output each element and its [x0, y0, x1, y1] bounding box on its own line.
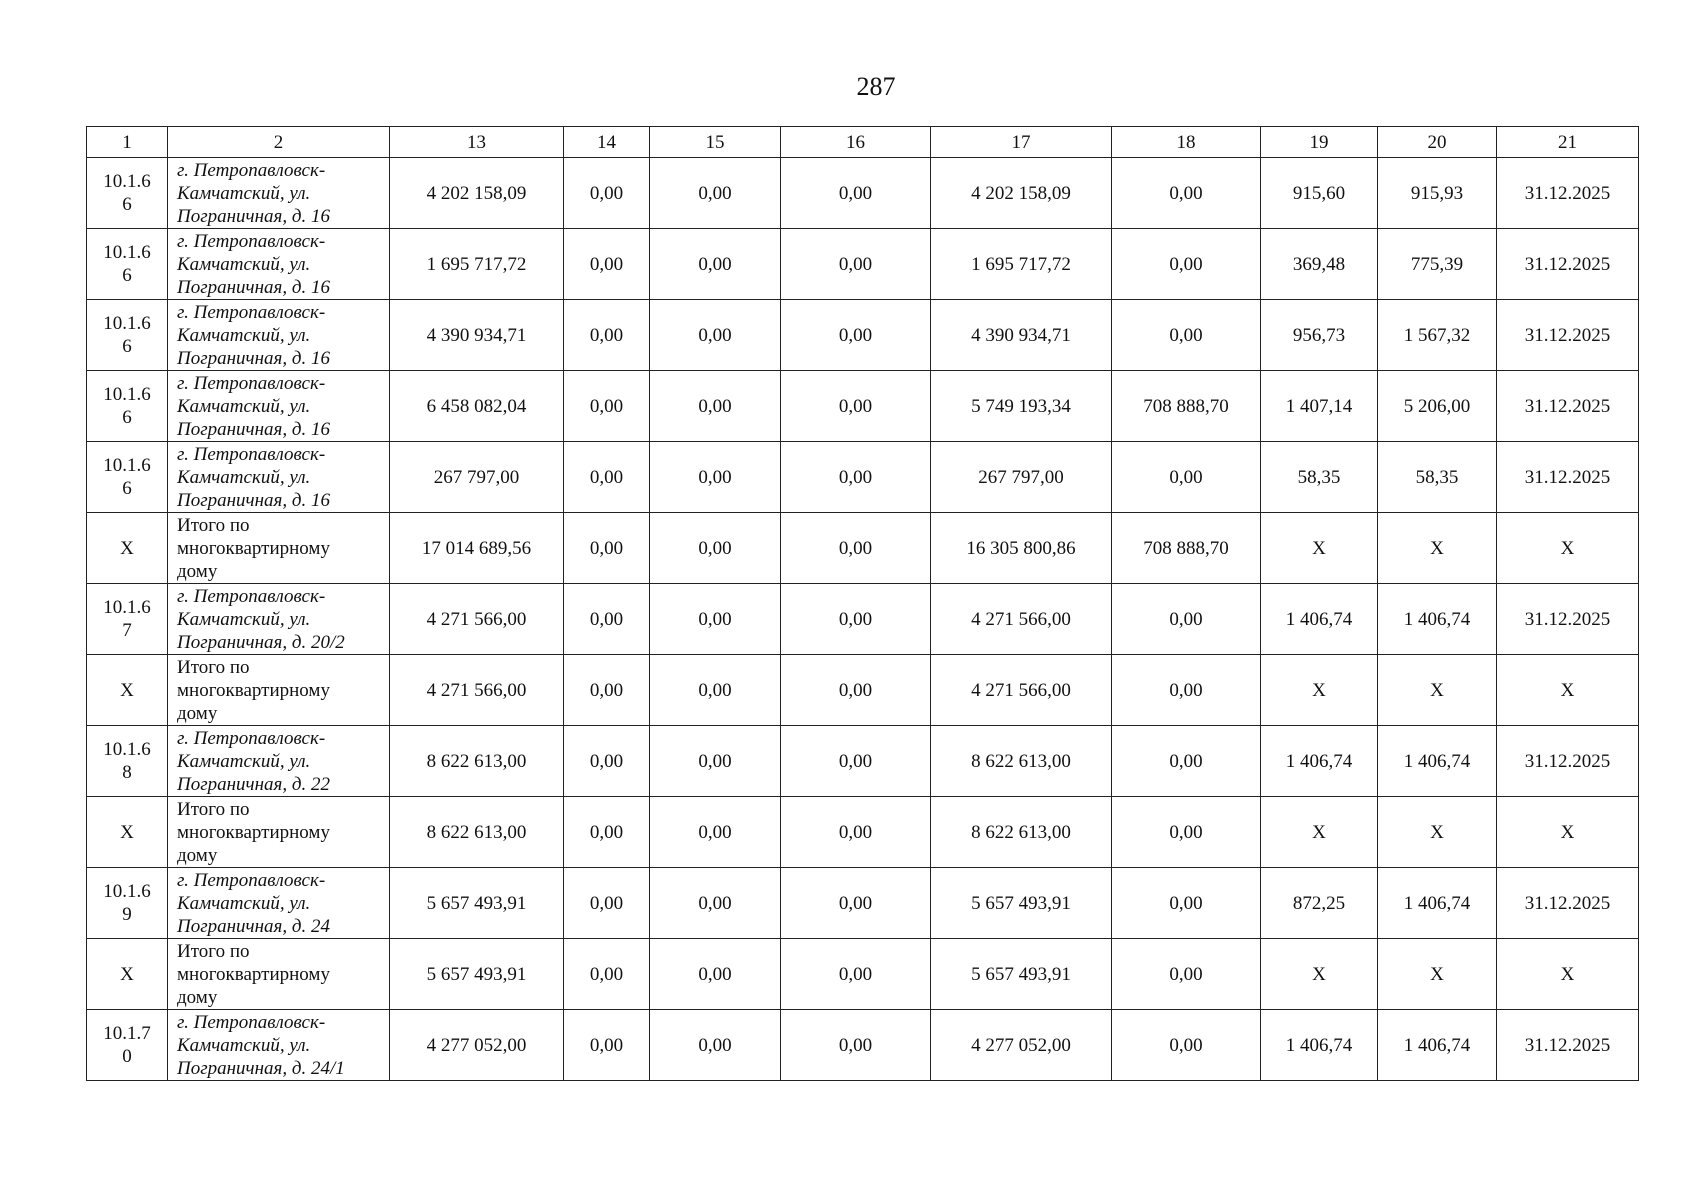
amount-cell: 0,00: [1112, 442, 1261, 513]
column-header: 18: [1112, 127, 1261, 158]
amount-cell: 0,00: [781, 584, 931, 655]
date-cell: X: [1497, 939, 1639, 1010]
address-cell: г. Петропавловск- Камчатский, ул. Пограничная, д. 22: [168, 726, 390, 797]
row-number-cell: X: [87, 939, 168, 1010]
row-number-cell: 10.1.6 6: [87, 442, 168, 513]
column-header: 15: [650, 127, 781, 158]
cost-cell: 1 406,74: [1378, 1010, 1497, 1081]
page-number: 287: [856, 72, 896, 101]
amount-cell: 0,00: [650, 442, 781, 513]
cost-cell: X: [1378, 513, 1497, 584]
address-cell: г. Петропавловск- Камчатский, ул. Пограничная, д. 20/2: [168, 584, 390, 655]
date-cell: 31.12.2025: [1497, 371, 1639, 442]
cost-cell: 1 406,74: [1261, 1010, 1378, 1081]
amount-cell: 0,00: [1112, 229, 1261, 300]
date-cell: 31.12.2025: [1497, 158, 1639, 229]
amount-cell: 0,00: [1112, 797, 1261, 868]
amount-cell: 708 888,70: [1112, 513, 1261, 584]
amount-total-cell: 8 622 613,00: [390, 797, 564, 868]
amount-cell: 267 797,00: [931, 442, 1112, 513]
date-cell: X: [1497, 797, 1639, 868]
table-row: [87, 300, 1639, 371]
amount-cell: 4 271 566,00: [931, 584, 1112, 655]
amount-cell: 0,00: [650, 868, 781, 939]
amount-total-cell: 4 271 566,00: [390, 584, 564, 655]
column-header: 17: [931, 127, 1112, 158]
amount-cell: 0,00: [781, 229, 931, 300]
address-cell: г. Петропавловск- Камчатский, ул. Пограничная, д. 16: [168, 300, 390, 371]
amount-cell: 8 622 613,00: [931, 726, 1112, 797]
cost-cell: 1 406,74: [1261, 584, 1378, 655]
amount-total-cell: 4 271 566,00: [390, 655, 564, 726]
row-number-cell: 10.1.6 6: [87, 229, 168, 300]
row-number-cell: 10.1.6 6: [87, 158, 168, 229]
amount-cell: 0,00: [781, 158, 931, 229]
amount-cell: 0,00: [564, 300, 650, 371]
amount-total-cell: 8 622 613,00: [390, 726, 564, 797]
row-number-cell: 10.1.6 7: [87, 584, 168, 655]
date-cell: 31.12.2025: [1497, 1010, 1639, 1081]
amount-cell: 0,00: [781, 371, 931, 442]
amount-cell: 0,00: [564, 442, 650, 513]
amount-cell: 0,00: [650, 513, 781, 584]
cost-cell: 1 406,74: [1261, 726, 1378, 797]
amount-cell: 16 305 800,86: [931, 513, 1112, 584]
amount-cell: 0,00: [650, 655, 781, 726]
amount-total-cell: 6 458 082,04: [390, 371, 564, 442]
cost-cell: 369,48: [1261, 229, 1378, 300]
amount-cell: 0,00: [650, 300, 781, 371]
amount-cell: 0,00: [564, 655, 650, 726]
cost-cell: 1 406,74: [1378, 584, 1497, 655]
table-row: [87, 939, 1639, 1010]
cost-cell: X: [1378, 797, 1497, 868]
date-cell: 31.12.2025: [1497, 300, 1639, 371]
cost-cell: 1 406,74: [1378, 868, 1497, 939]
amount-cell: 0,00: [564, 371, 650, 442]
amount-cell: 0,00: [564, 797, 650, 868]
amount-total-cell: 5 657 493,91: [390, 939, 564, 1010]
amount-total-cell: 5 657 493,91: [390, 868, 564, 939]
table-row: [87, 371, 1639, 442]
row-number-cell: X: [87, 513, 168, 584]
address-cell: Итого по многоквартирному дому: [168, 655, 390, 726]
cost-cell: 872,25: [1261, 868, 1378, 939]
column-header: 2: [168, 127, 390, 158]
date-cell: 31.12.2025: [1497, 229, 1639, 300]
cost-cell: X: [1261, 797, 1378, 868]
row-number-cell: X: [87, 655, 168, 726]
amount-cell: 0,00: [650, 158, 781, 229]
date-cell: X: [1497, 513, 1639, 584]
cost-cell: 58,35: [1261, 442, 1378, 513]
address-cell: Итого по многоквартирному дому: [168, 513, 390, 584]
amount-cell: 0,00: [1112, 584, 1261, 655]
amount-cell: 4 390 934,71: [931, 300, 1112, 371]
amount-cell: 4 271 566,00: [931, 655, 1112, 726]
amount-cell: 0,00: [781, 300, 931, 371]
amount-cell: 0,00: [1112, 939, 1261, 1010]
amount-cell: 0,00: [1112, 868, 1261, 939]
amount-cell: 0,00: [1112, 1010, 1261, 1081]
amount-cell: 0,00: [1112, 158, 1261, 229]
amount-total-cell: 1 695 717,72: [390, 229, 564, 300]
data-table: [86, 126, 1639, 1081]
column-header: 1: [87, 127, 168, 158]
amount-total-cell: 17 014 689,56: [390, 513, 564, 584]
cost-cell: 58,35: [1378, 442, 1497, 513]
cost-cell: 775,39: [1378, 229, 1497, 300]
cost-cell: 1 407,14: [1261, 371, 1378, 442]
table-row: [87, 797, 1639, 868]
amount-cell: 0,00: [781, 726, 931, 797]
column-header: 13: [390, 127, 564, 158]
amount-total-cell: 4 277 052,00: [390, 1010, 564, 1081]
column-header: 19: [1261, 127, 1378, 158]
amount-cell: 0,00: [1112, 726, 1261, 797]
date-cell: 31.12.2025: [1497, 868, 1639, 939]
amount-cell: 0,00: [781, 868, 931, 939]
cost-cell: X: [1261, 513, 1378, 584]
table-row: [87, 655, 1639, 726]
address-cell: г. Петропавловск- Камчатский, ул. Пограничная, д. 16: [168, 371, 390, 442]
address-cell: г. Петропавловск- Камчатский, ул. Пограничная, д. 24/1: [168, 1010, 390, 1081]
address-cell: г. Петропавловск- Камчатский, ул. Пограничная, д. 24: [168, 868, 390, 939]
amount-cell: 5 657 493,91: [931, 868, 1112, 939]
table-row: [87, 158, 1639, 229]
row-number-cell: 10.1.6 6: [87, 300, 168, 371]
amount-cell: 0,00: [1112, 300, 1261, 371]
header-row: [87, 127, 1639, 158]
cost-cell: X: [1378, 939, 1497, 1010]
column-header: 14: [564, 127, 650, 158]
address-cell: г. Петропавловск- Камчатский, ул. Пограничная, д. 16: [168, 158, 390, 229]
row-number-cell: 10.1.6 8: [87, 726, 168, 797]
amount-cell: 0,00: [650, 726, 781, 797]
date-cell: 31.12.2025: [1497, 584, 1639, 655]
amount-cell: 0,00: [781, 797, 931, 868]
cost-cell: 5 206,00: [1378, 371, 1497, 442]
amount-cell: 0,00: [781, 513, 931, 584]
amount-cell: 0,00: [564, 1010, 650, 1081]
date-cell: 31.12.2025: [1497, 726, 1639, 797]
amount-cell: 0,00: [564, 513, 650, 584]
table-row: [87, 229, 1639, 300]
date-cell: X: [1497, 655, 1639, 726]
amount-cell: 0,00: [650, 939, 781, 1010]
amount-cell: 0,00: [781, 655, 931, 726]
row-number-cell: X: [87, 797, 168, 868]
amount-cell: 0,00: [564, 229, 650, 300]
cost-cell: X: [1378, 655, 1497, 726]
amount-cell: 4 202 158,09: [931, 158, 1112, 229]
table-row: [87, 442, 1639, 513]
amount-total-cell: 4 202 158,09: [390, 158, 564, 229]
amount-cell: 0,00: [564, 868, 650, 939]
address-cell: г. Петропавловск- Камчатский, ул. Пограничная, д. 16: [168, 229, 390, 300]
table-row: [87, 868, 1639, 939]
table-row: [87, 584, 1639, 655]
amount-cell: 0,00: [650, 371, 781, 442]
cost-cell: 1 567,32: [1378, 300, 1497, 371]
amount-total-cell: 267 797,00: [390, 442, 564, 513]
amount-cell: 0,00: [650, 584, 781, 655]
amount-cell: 0,00: [564, 584, 650, 655]
cost-cell: X: [1261, 939, 1378, 1010]
column-header: 20: [1378, 127, 1497, 158]
table-body: [87, 158, 1639, 1081]
amount-cell: 708 888,70: [1112, 371, 1261, 442]
row-number-cell: 10.1.6 6: [87, 371, 168, 442]
cost-cell: 915,60: [1261, 158, 1378, 229]
cost-cell: 956,73: [1261, 300, 1378, 371]
amount-cell: 1 695 717,72: [931, 229, 1112, 300]
cost-cell: X: [1261, 655, 1378, 726]
address-cell: Итого по многоквартирному дому: [168, 797, 390, 868]
amount-cell: 0,00: [564, 939, 650, 1010]
amount-cell: 0,00: [650, 797, 781, 868]
address-cell: Итого по многоквартирному дому: [168, 939, 390, 1010]
cost-cell: 1 406,74: [1378, 726, 1497, 797]
date-cell: 31.12.2025: [1497, 442, 1639, 513]
row-number-cell: 10.1.6 9: [87, 868, 168, 939]
amount-cell: 0,00: [1112, 655, 1261, 726]
amount-cell: 0,00: [650, 1010, 781, 1081]
amount-cell: 0,00: [564, 158, 650, 229]
row-number-cell: 10.1.7 0: [87, 1010, 168, 1081]
amount-cell: 0,00: [781, 939, 931, 1010]
table-row: [87, 726, 1639, 797]
column-header: 16: [781, 127, 931, 158]
amount-total-cell: 4 390 934,71: [390, 300, 564, 371]
amount-cell: 5 749 193,34: [931, 371, 1112, 442]
amount-cell: 0,00: [650, 229, 781, 300]
column-header: 21: [1497, 127, 1639, 158]
amount-cell: 5 657 493,91: [931, 939, 1112, 1010]
amount-cell: 8 622 613,00: [931, 797, 1112, 868]
table-row: [87, 1010, 1639, 1081]
address-cell: г. Петропавловск- Камчатский, ул. Пограничная, д. 16: [168, 442, 390, 513]
amount-cell: 0,00: [781, 442, 931, 513]
amount-cell: 4 277 052,00: [931, 1010, 1112, 1081]
table-row: [87, 513, 1639, 584]
amount-cell: 0,00: [781, 1010, 931, 1081]
amount-cell: 0,00: [564, 726, 650, 797]
cost-cell: 915,93: [1378, 158, 1497, 229]
